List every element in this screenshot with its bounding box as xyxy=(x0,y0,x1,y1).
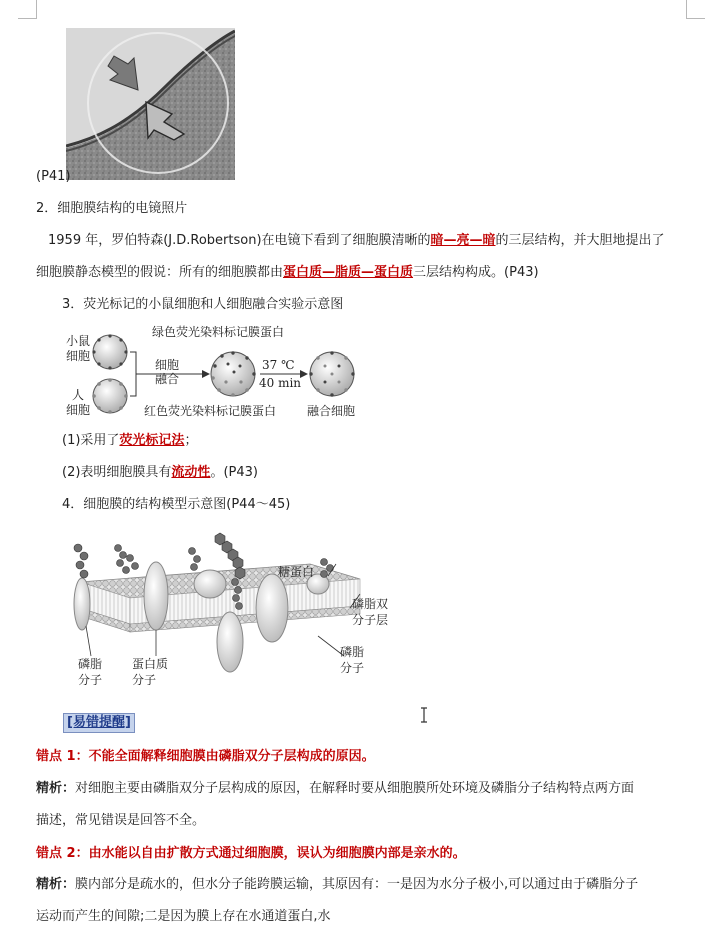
text-cursor-icon xyxy=(420,707,428,723)
point1-pre: (1)采用了 xyxy=(62,433,120,448)
electron-micrograph xyxy=(66,28,235,180)
section3-point1 xyxy=(62,432,197,450)
photo-caption: (P41) xyxy=(36,169,71,184)
point1-key: 荧光标记法 xyxy=(119,433,185,448)
label-mouse-cell: 小鼠 细胞 xyxy=(65,334,90,363)
section2-title: 2．细胞膜结构的电镜照片 xyxy=(36,201,188,216)
label-phospholipid-right: 磷脂 分子 xyxy=(340,645,365,675)
analysis-2-line-2: 运动而产生的间隙;二是因为膜上存在水通道蛋白,水 xyxy=(36,909,331,924)
error-point-2: 错点 2：由水能以自由扩散方式通过细胞膜，误认为细胞膜内部是亲水的。 xyxy=(36,846,466,861)
label-glycoprotein: 糖蛋白 xyxy=(278,565,315,579)
label-fused-cell: 融合细胞 xyxy=(307,404,356,418)
section2-line2-post: 三层结构构成。(P43) xyxy=(413,265,539,280)
section2-line1-post: 的三层结构，并大胆地提出了 xyxy=(495,233,665,248)
label-human-cell: 人 细胞 xyxy=(65,388,90,417)
section2-line1 xyxy=(48,232,665,250)
label-time: 40 min xyxy=(259,376,302,390)
page-corner-mark-left xyxy=(18,0,37,19)
analysis-1-line-1 xyxy=(36,780,634,798)
label-phospholipid-left: 磷脂 分子 xyxy=(78,657,103,687)
section2-line2-pre: 细胞膜静态模型的假说：所有的细胞膜都由 xyxy=(36,265,284,280)
analysis-2-text: 膜内部分是疏水的，但水分子能跨膜运输，其原因有：一是因为水分子极小,可以通过由于磷脂分子 xyxy=(75,877,639,892)
section3-title: 3．荧光标记的小鼠细胞和人细胞融合实验示意图 xyxy=(62,297,344,312)
section2-key-2: 蛋白质—脂质—蛋白质 xyxy=(283,265,414,280)
label-phospholipid-bilayer: 磷脂双 分子层 xyxy=(352,597,389,627)
section2-line2 xyxy=(36,264,539,282)
point1-post: ； xyxy=(184,433,198,448)
label-red-dye: 红色荧光染料标记膜蛋白 xyxy=(144,404,277,418)
analysis-1-text: 对细胞主要由磷脂双分子层构成的原因，在解释时要从细胞膜所处环境及磷脂分子结构特点两方面 xyxy=(75,781,635,796)
analysis-2-line-1 xyxy=(36,876,638,894)
analysis-1-label: 精析： xyxy=(36,781,76,796)
section4-title: 4．细胞膜的结构模型示意图(P44～45) xyxy=(62,497,291,512)
label-green-dye: 绿色荧光染料标记膜蛋白 xyxy=(152,325,285,339)
tips-tag: [易错提醒] xyxy=(63,713,135,733)
error-point-1: 错点 1：不能全面解释细胞膜由磷脂双分子层构成的原因。 xyxy=(36,749,375,764)
section2-key-1: 暗—亮—暗 xyxy=(430,233,496,248)
label-temperature: 37 ℃ xyxy=(262,358,295,372)
point2-pre: (2)表明细胞膜具有 xyxy=(62,465,172,480)
point2-post: 。(P43) xyxy=(210,465,258,480)
page-corner-mark-right xyxy=(686,0,705,19)
section2-line1-pre: 1959 年，罗伯特森(J.D.Robertson)在电镜下看到了细胞膜清晰的 xyxy=(48,233,431,248)
point2-key: 流动性 xyxy=(171,465,211,480)
section3-point2 xyxy=(62,464,258,482)
label-protein: 蛋白质 分子 xyxy=(132,657,169,687)
analysis-1-line-2: 描述，常见错误是回答不全。 xyxy=(36,813,206,828)
analysis-2-label: 精析： xyxy=(36,877,76,892)
label-fusion-arrow: 细胞 融合 xyxy=(154,358,179,386)
